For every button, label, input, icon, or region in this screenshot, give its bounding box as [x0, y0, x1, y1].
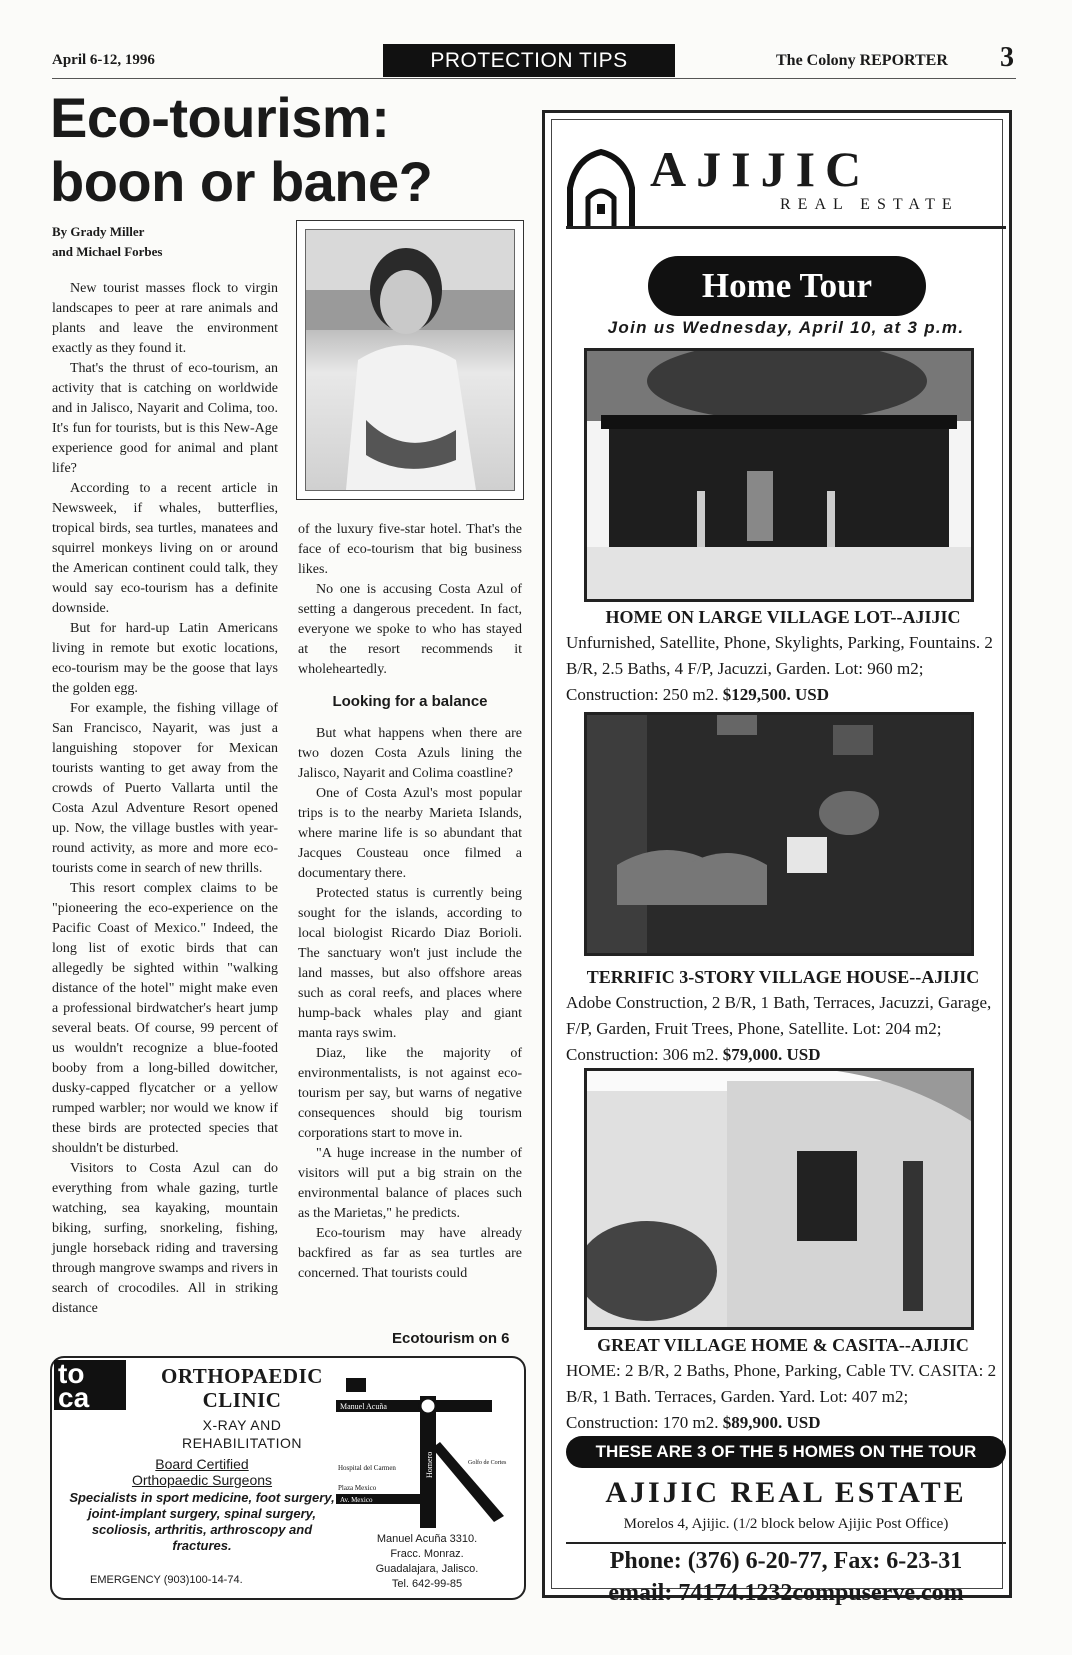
- paragraph: No one is accusing Costa Azul of setting a dangerous precedent. In fact, everyone we spoke to who has stayed at the resort recommends it wholeheartedly.: [298, 582, 522, 677]
- home-tour-date: Join us Wednesday, April 10, at 3 p.m.: [607, 318, 965, 337]
- listing-2-price: $79,000. USD: [722, 1045, 821, 1064]
- footer-brand: AJIJIC REAL ESTATE: [605, 1476, 967, 1509]
- clinic-emergency-phone: EMERGENCY (903)100-14-74.: [90, 1574, 243, 1586]
- ad-address: Morelos 4, Ajijic. (1/2 block below Ajijic Post Office): [623, 1516, 949, 1532]
- ad-phone: Phone: (376) 6-20-77, Fax: 6-23-31: [609, 1548, 963, 1574]
- article-subhead: Looking for a balance: [332, 693, 488, 710]
- photo-image: [305, 229, 515, 491]
- headline-line-1: Eco-tourism:: [50, 86, 390, 149]
- paragraph: One of Costa Azul's most popular trips is to the nearby Marieta Islands, where marine life is so abundant that Jacques Cousteau once filmed a documentary there.: [298, 786, 522, 881]
- clinic-location-map: [328, 1378, 516, 1528]
- byline: [52, 222, 272, 262]
- newspaper-name: The Colony REPORTER: [776, 52, 948, 69]
- map-street-5: Homero: [425, 1451, 434, 1478]
- listing-1-details: Unfurnished, Satellite, Phone, Skylights, Parking, Fountains. 2 B/R, 2.5 Baths, 4 F/P, Jacuzzi, Garden.: [566, 633, 993, 678]
- clinic-logo-top: to: [58, 1358, 85, 1389]
- continuation-jump: Ecotourism on 6: [392, 1330, 510, 1347]
- paragraph: New tourist masses flock to virgin landscapes to peer at rare animals and plants and leave the environment exactly as they found it.: [52, 281, 278, 356]
- map-street-2: Hospital del Carmen: [338, 1464, 396, 1472]
- byline-line-2: and Michael Forbes: [52, 244, 163, 259]
- ajijic-brand-sub: REAL ESTATE: [780, 196, 959, 213]
- listing-photo-2: [584, 712, 974, 956]
- map-street-6: Golfo de Cortes: [468, 1460, 507, 1466]
- map-street-1: Manuel Acuña: [340, 1402, 387, 1411]
- paragraph: Diaz, like the majority of environmentalists, is not against eco-tourism per say, but warns of negative consequences should big tourism corporations start to move in.: [298, 1046, 522, 1141]
- section-banner: PROTECTION TIPS: [383, 44, 675, 77]
- article-column-2: [298, 520, 522, 1284]
- listing-2-lot: Lot: 204 m2; Construction: 306 m2.: [566, 1019, 942, 1064]
- paragraph: According to a recent article in Newsweek, if whales, butterflies, tropical birds, sea turtles, manatees and squirrel monkeys living on or around the American continent could talk, they would say eco-tourism has a definite downside.: [52, 481, 278, 616]
- listing-3-price: $89,900. USD: [722, 1413, 821, 1432]
- clinic-cert-line-2: Orthopaedic Surgeons: [131, 1472, 273, 1488]
- listing-photo-1: [584, 348, 974, 602]
- paragraph: But for hard-up Latin Americans living in remote but exotic locations, eco-tourism may be the goose that lays the golden egg.: [52, 621, 278, 696]
- house-logo-icon: [566, 148, 636, 230]
- house-photo-icon: [587, 1071, 971, 1327]
- article-headline: [50, 86, 530, 214]
- clinic-ad: [50, 1356, 526, 1600]
- listing-3-details: HOME: 2 B/R, 2 Baths, Phone, Parking, Cable TV. CASITA: 2 B/R, 1 Bath. Terraces, Garden. Yard.: [566, 1361, 997, 1406]
- clinic-certification: [92, 1456, 312, 1488]
- paragraph: This resort complex claims to be "pioneering the eco-experience on the Pacific Coast of Mexico." Indeed, the long list of exotic birds that can allegedly be sighted within "walking distance of the hotel" might make even a professional birdwatcher's heart jump several beats. Of course, 99 percent of us wouldn't recognize a blue-footed booby from a long-billed dowitcher, dusky-capped flycatcher or a yellow rumped warbler; nor would we know if these birds are protected species that shouldn't be disturbed.: [52, 881, 278, 1156]
- article-photo: [296, 220, 524, 500]
- ajijic-brand: AJIJIC: [650, 141, 872, 197]
- paragraph: of the luxury five-star hotel. That's the face of eco-tourism that big business likes.: [298, 522, 522, 577]
- listing-2: [566, 964, 1000, 1068]
- listing-3-title: GREAT VILLAGE HOME & CASITA--AJIJIC: [597, 1335, 969, 1355]
- house-photo-icon: [587, 351, 971, 599]
- listing-2-title: TERRIFIC 3-STORY VILLAGE HOUSE--AJIJIC: [586, 967, 980, 987]
- clinic-logo: [54, 1358, 126, 1413]
- clinic-name: [122, 1364, 362, 1412]
- byline-line-1: By Grady Miller: [52, 224, 145, 239]
- paragraph: But what happens when there are two dozen Costa Azuls lining the Jalisco, Nayarit and Colima coastline?: [298, 726, 522, 781]
- page-number: 3: [1000, 42, 1014, 73]
- listing-3: [566, 1332, 1000, 1436]
- headline-line-2: boon or bane?: [50, 150, 433, 213]
- clinic-services: [122, 1416, 362, 1452]
- clinic-logo-bottom: ca: [58, 1382, 90, 1413]
- house-photo-icon: [587, 715, 971, 953]
- listing-2-details: Adobe Construction, 2 B/R, 1 Bath, Terraces, Jacuzzi, Garage, F/P, Garden, Fruit Trees, Phone, Satellite.: [566, 993, 992, 1038]
- issue-date: April 6-12, 1996: [52, 52, 155, 68]
- listing-3-lot: Lot: 407 m2; Construction: 170 m2.: [566, 1387, 909, 1432]
- clinic-services-line-2: REHABILITATION: [181, 1435, 303, 1451]
- header-rule: [52, 78, 1016, 79]
- clinic-name-line-1: ORTHOPAEDIC: [161, 1364, 323, 1388]
- clinic-name-line-2: CLINIC: [202, 1388, 282, 1412]
- listing-1-lot: Lot: 960 m2; Construction: 250 m2.: [566, 659, 924, 704]
- clinic-address-line-3: Guadalajara, Jalisco.: [375, 1563, 479, 1575]
- clinic-cert-line-1: Board Certified: [155, 1456, 249, 1472]
- paragraph: That's the thrust of eco-tourism, an activity that is catching on worldwide and in Jalisco, Nayarit and Colima, too. It's fun for tourists, but is this New-Age experience good for animal and plant life?: [52, 361, 278, 476]
- map-street-4: Av. Mexico: [340, 1496, 373, 1504]
- map-street-3: Plaza Mexico: [338, 1484, 377, 1492]
- paragraph: Protected status is currently being sought for the islands, according to local biologist Ricardo Diaz Borioli. The sanctuary won't just include the land masses, but also offshore areas such as coral reefs, and places where hump-back whales play and giant manta rays swim.: [298, 886, 522, 1041]
- ad-email: email: 74174.1232compuserve.com: [608, 1580, 964, 1606]
- listing-1-price: $129,500. USD: [722, 685, 830, 704]
- paragraph: For example, the fishing village of San Francisco, Nayarit, was just a languishing stopover for Mexican tourists wanting to get away from the crowds of Puerto Vallarta until the Costa Azul Adventure Resort opened up. Now, the village bustles with year-round activity, as more and more eco-tourists come in search of new thrills.: [52, 701, 278, 876]
- listing-1-title: HOME ON LARGE VILLAGE LOT--AJIJIC: [605, 607, 961, 627]
- clinic-address-line-1: Manuel Acuña 3310.: [376, 1533, 478, 1545]
- paragraph: Visitors to Costa Azul can do everything from whale gazing, turtle watching, sea kayaking, mountain biking, surfing, snorkeling, fishing, jungle horseback riding and traversing through mangrove swamps and rivers in search of crocodiles. All in striking distance: [52, 1161, 278, 1316]
- tour-homes-banner: THESE ARE 3 OF THE 5 HOMES ON THE TOUR: [566, 1436, 1006, 1468]
- map-icon: [328, 1378, 516, 1528]
- clinic-specialties: Specialists in sport medicine, foot surgery, joint-implant surgery, spinal surgery, scoliosis, arthritis, arthroscopy and fractures.: [69, 1490, 335, 1553]
- paragraph: Eco-tourism may have already backfired as far as sea turtles are concerned. That tourists could: [298, 1226, 522, 1281]
- clinic-services-line-1: X-RAY AND: [202, 1417, 282, 1433]
- portrait-icon: [306, 230, 514, 490]
- listing-1: [566, 604, 1000, 708]
- ad-rule: [566, 1542, 1006, 1544]
- article-column-1: [52, 279, 278, 1319]
- listing-photo-3: [584, 1068, 974, 1330]
- paragraph: "A huge increase in the number of visitors will put a big strain on the environmental balance of places such as the Marietas," he predicts.: [298, 1146, 522, 1221]
- clinic-address-line-4: Tel. 642-99-85: [391, 1578, 463, 1590]
- home-tour-banner: Home Tour: [648, 256, 926, 316]
- clinic-address-line-2: Fracc. Monraz.: [390, 1548, 464, 1560]
- brand-rule: [566, 226, 1006, 229]
- clinic-address: [352, 1532, 502, 1592]
